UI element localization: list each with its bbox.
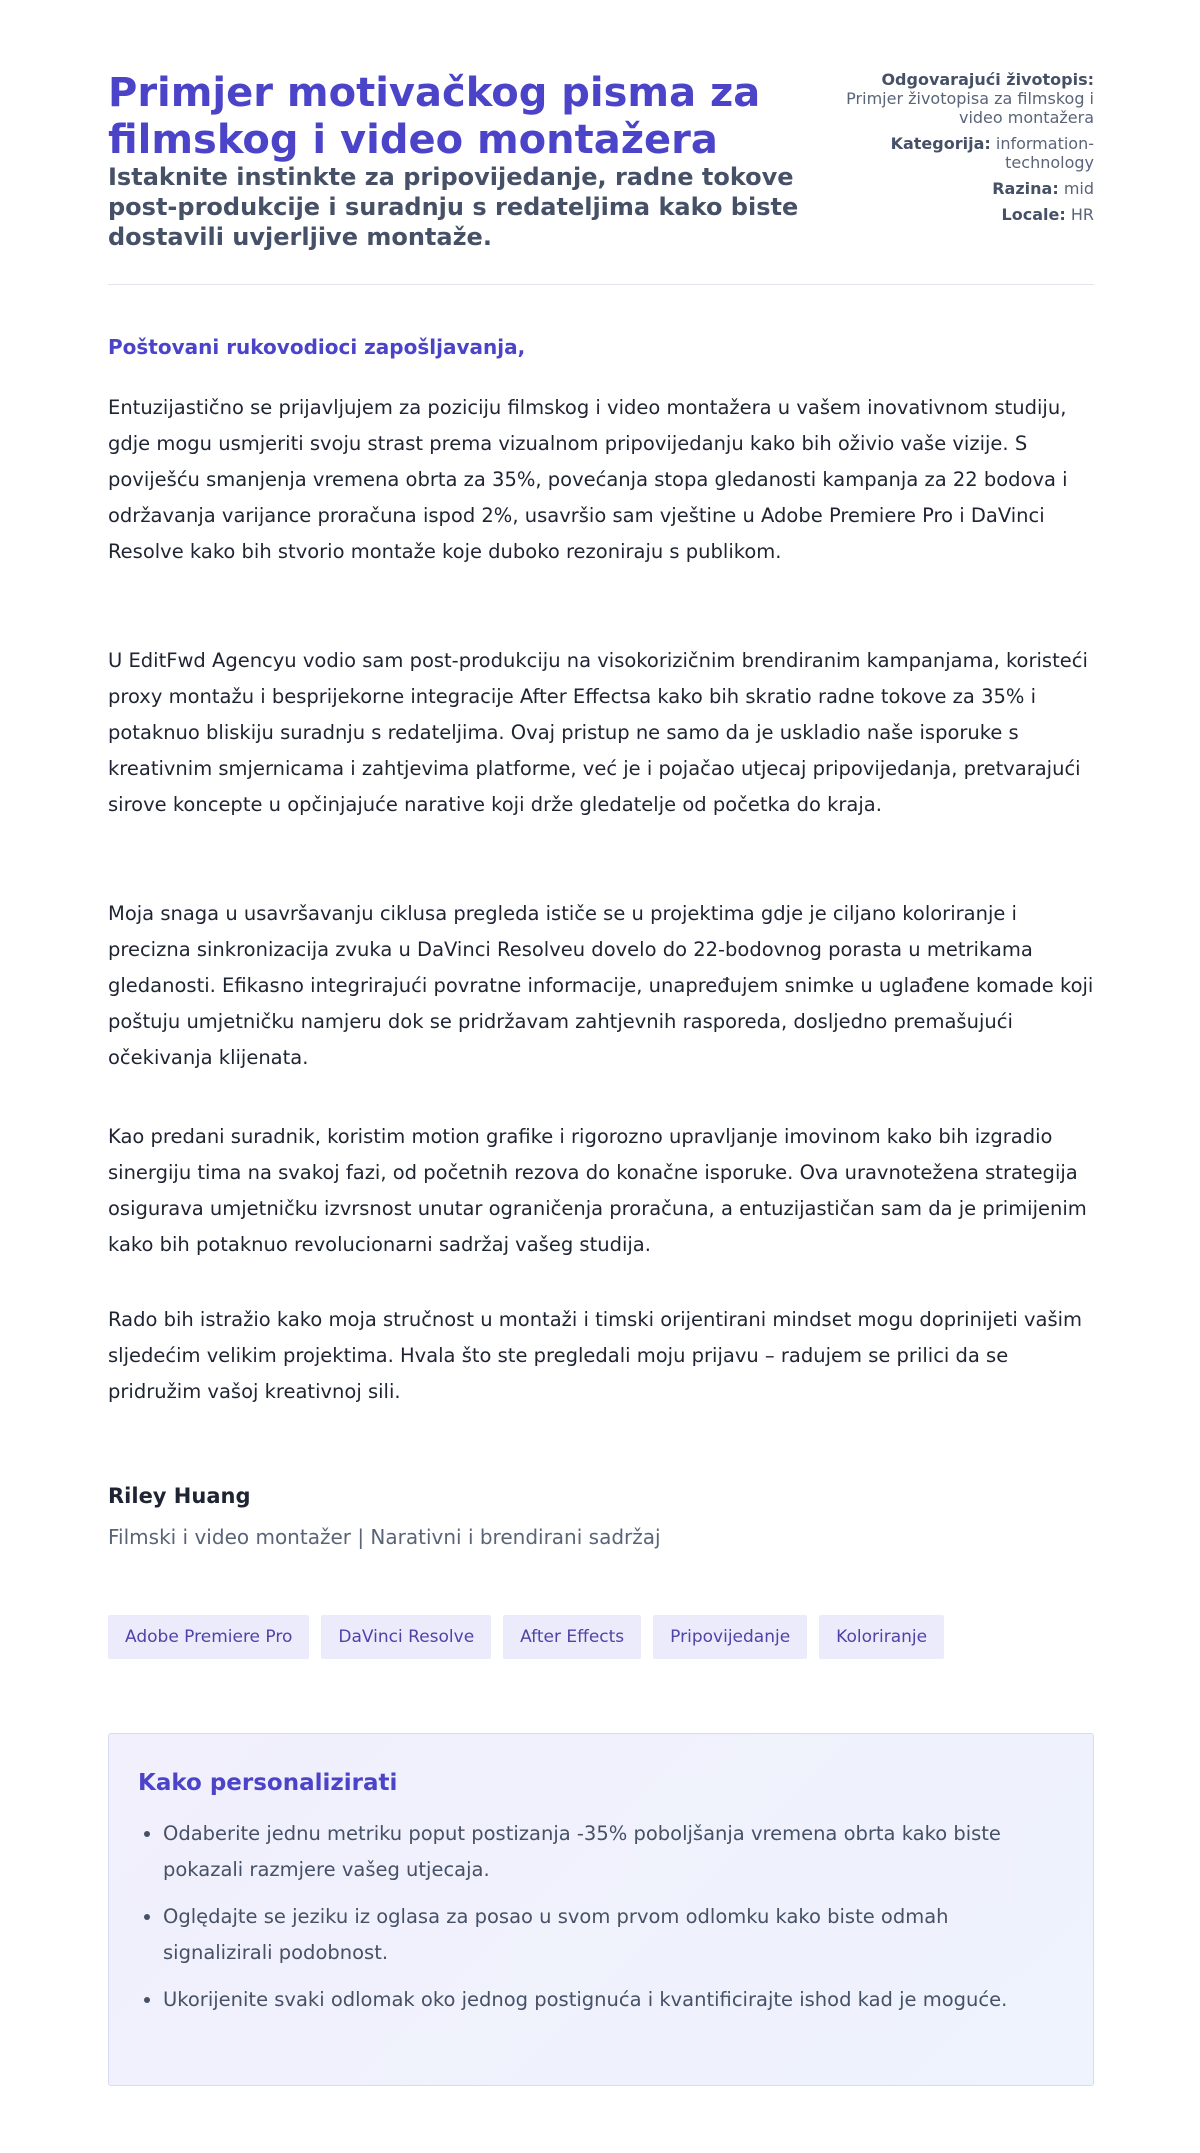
meta-value: HR: [1070, 205, 1094, 224]
skill-tags: [108, 1615, 944, 1659]
signature-title: Filmski i video montažer | Narativni i brendirani sadržaj: [108, 1525, 661, 1549]
meta-key: Kategorija:: [890, 134, 991, 153]
meta-value: mid: [1063, 179, 1094, 198]
skill-tag: Koloriranje: [819, 1615, 944, 1659]
letter-paragraph: Kao predani suradnik, koristim motion grafike i rigorozno upravljanje imovinom kako bih izgradio sinergiju tima na svakoj fazi, od početnih rezova do konačne isporuke. Ova uravnotežena strategija osigurava umjetničku izvrsnost unutar ograničenja proračuna, a entuzijastičan sam da je primijenim kako bih potaknuo revolucionarni sadržaj vašeg studija.: [108, 1125, 1087, 1256]
personalization-tips-box: [108, 1733, 1094, 2086]
page-header: [108, 70, 1094, 285]
signature-name: Riley Huang: [108, 1484, 251, 1508]
meta-matching-resume: [814, 70, 1094, 127]
letter-salutation: Poštovani rukovodioci zapošljavanja,: [108, 335, 526, 359]
letter-paragraph: U EditFwd Agencyu vodio sam post-produkciju na visokorizičnim brendiranim kampanjama, koristeći proxy montažu i besprijekorne integracije After Effectsa kako bih skratio radne tokove za 35% i potaknuo bliskiju suradnju s redateljima. Ovaj pristup ne samo da je uskladio naše isporuke s kreativnim smjernicama i zahtjevima platforme, već je i pojačao utjecaj pripovijedanja, pretvarajući sirove koncepte u opčinjajuće narative koji drže gledatelje od početka do kraja.: [108, 649, 1088, 816]
meta-key: Locale:: [1001, 205, 1066, 224]
meta-key: Razina:: [992, 179, 1059, 198]
page-title: Primjer motivačkog pisma za filmskog i video montažera: [108, 70, 761, 163]
meta-panel: [814, 70, 1094, 231]
tips-list: [138, 1816, 1063, 2029]
letter-paragraph: Moja snaga u usavršavanju ciklusa pregleda ističe se u projektima gdje je ciljano koloriranje i precizna sinkronizacija zvuka u DaVinci Resolveu dovelo do 22-bodovnog porasta u metrikama gledanosti. Efikasno integrirajući povratne informacije, unapređujem snimke u uglađene komade koji poštuju umjetničku namjeru dok se pridržavam zahtjevnih rasporeda, dosljedno premašujući očekivanja klijenata.: [108, 902, 1094, 1069]
letter-paragraph: Entuzijastično se prijavljujem za poziciju filmskog i video montažera u vašem inovativnom studiju, gdje mogu usmjeriti svoju strast prema vizualnom pripovijedanju kako bih oživio vaše vizije. S poviješću smanjenja vremena obrta za 35%, povećanja stopa gledanosti kampanja za 22 bodova i održavanja varijance proračuna ispod 2%, usavršio sam vještine u Adobe Premiere Pro i DaVinci Resolve kako bih stvorio montaže koje duboko rezoniraju s publikom.: [108, 396, 1068, 563]
header-divider: [108, 284, 1094, 285]
list-item: • Oględajte se jeziku iz oglasa za posao u svom prvom odlomku kako biste odmah signalizirali podobnost.: [163, 1899, 1063, 1971]
page-subtitle: Istaknite instinkte za pripovijedanje, radne tokove post-produkcije i suradnju s redateljima kako biste dostavili uvjerljive montaže.: [108, 163, 799, 251]
skill-tag: DaVinci Resolve: [321, 1615, 491, 1659]
skill-tag: After Effects: [503, 1615, 641, 1659]
skill-tag: Pripovijedanje: [653, 1615, 807, 1659]
skill-tag: Adobe Premiere Pro: [108, 1615, 309, 1659]
meta-value-link[interactable]: Primjer životopisa za filmskog i video montažera: [846, 89, 1094, 127]
meta-key: Odgovarajući životopis:: [881, 70, 1094, 89]
meta-category: [814, 134, 1094, 172]
meta-value: information- technology: [995, 134, 1094, 172]
letter-paragraph: Rado bih istražio kako moja stručnost u montaži i timski orijentirani mindset mogu doprinijeti vašim sljedećim velikim projektima. Hvala što ste pregledali moju prijavu – radujem se prilici da se pridružim vašoj kreativnoj sili.: [108, 1308, 1083, 1403]
list-item: • Ukorijenite svaki odlomak oko jednog postignuća i kvantificirajte ishod kad je moguće.: [163, 1982, 1063, 2018]
meta-level: [814, 179, 1094, 198]
tips-title: Kako personalizirati: [138, 1770, 398, 1796]
list-item: • Odaberite jednu metriku poput postizanja -35% poboljšanja vremena obrta kako biste pokazali razmjere vašeg utjecaja.: [163, 1816, 1063, 1888]
meta-locale: [814, 205, 1094, 224]
